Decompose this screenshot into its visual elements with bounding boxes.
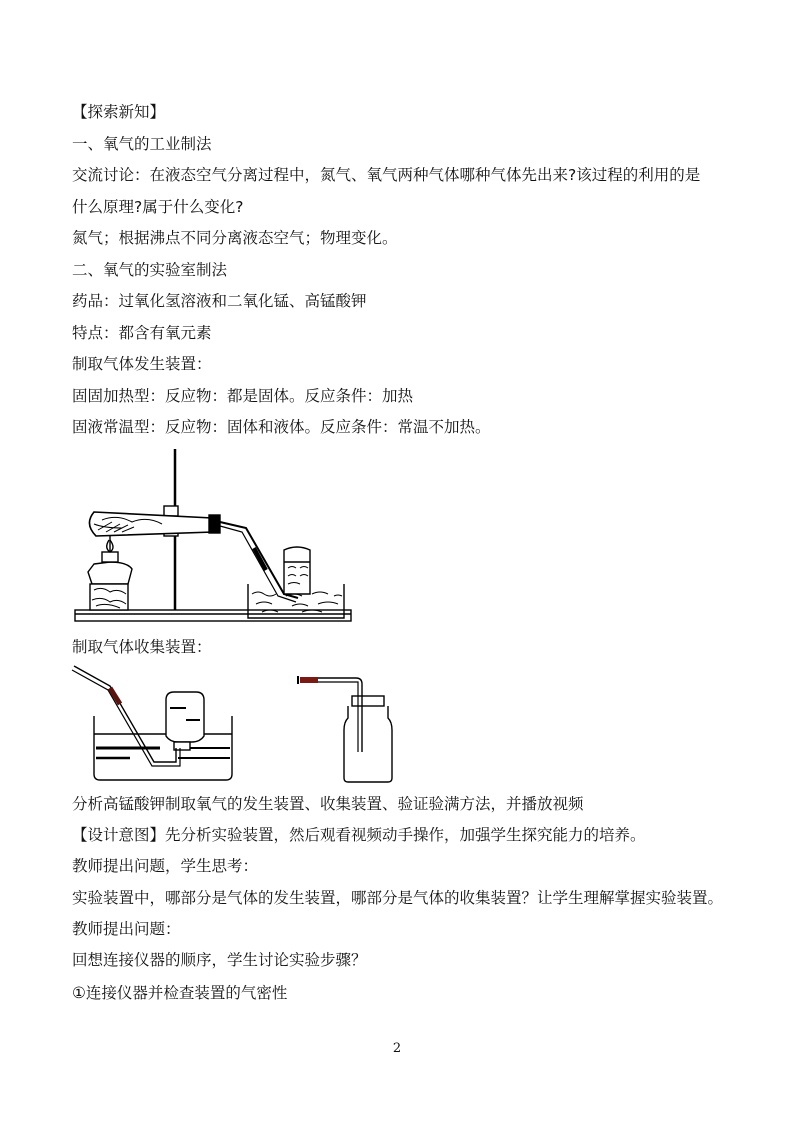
- paragraph-features: 特点：都含有氧元素: [72, 324, 212, 342]
- paragraph-discussion-1: 交流讨论：在液态空气分离过程中，氮气、氧气两种气体哪种气体先出来?该过程的利用的是: [72, 166, 701, 184]
- paragraph-solid-liquid: 固液常温型：反应物：固体和液体。反应条件：常温不加热。: [72, 418, 491, 436]
- section-heading-explore: 【探索新知】: [72, 103, 166, 121]
- paragraph-apparatus-question: 实验装置中，哪部分是气体的发生装置，哪部分是气体的收集装置？让学生理解掌握实验装置。: [72, 889, 724, 907]
- paragraph-collector: 制取气体收集装置：: [72, 638, 212, 656]
- paragraph-connect-order: 回想连接仪器的顺序，学生讨论实验步骤？: [72, 951, 367, 969]
- paragraph-discussion-2: 什么原理?属于什么变化?: [72, 198, 244, 216]
- air-displacement-figure: [296, 666, 396, 786]
- paragraph-generator: 制取气体发生装置：: [72, 355, 212, 373]
- paragraph-solid-heating: 固固加热型：反应物：都是固体。反应条件：加热: [72, 387, 414, 405]
- paragraph-design-intent: 【设计意图】先分析实验装置，然后观看视频动手操作，加强学生探究能力的培养。: [72, 826, 646, 844]
- subheading-industrial: 一、氧气的工业制法: [72, 135, 212, 153]
- subheading-lab: 二、氧气的实验室制法: [72, 261, 228, 279]
- heating-apparatus-figure: [72, 444, 354, 624]
- page-number: 2: [392, 1041, 402, 1056]
- paragraph-teacher-question-2: 教师提出问题：: [72, 920, 181, 938]
- paragraph-analysis: 分析高锰酸钾制取氧气的发生装置、收集装置、验证验满方法，并播放视频: [72, 795, 584, 813]
- paragraph-answer: 氮气；根据沸点不同分离液态空气；物理变化。: [72, 229, 398, 247]
- paragraph-step-1: ①连接仪器并检查装置的气密性: [72, 984, 288, 1002]
- paragraph-teacher-question: 教师提出问题，学生思考：: [72, 857, 259, 875]
- water-displacement-figure: [70, 658, 246, 784]
- paragraph-reagents: 药品：过氧化氢溶液和二氧化锰、高锰酸钾: [72, 292, 367, 310]
